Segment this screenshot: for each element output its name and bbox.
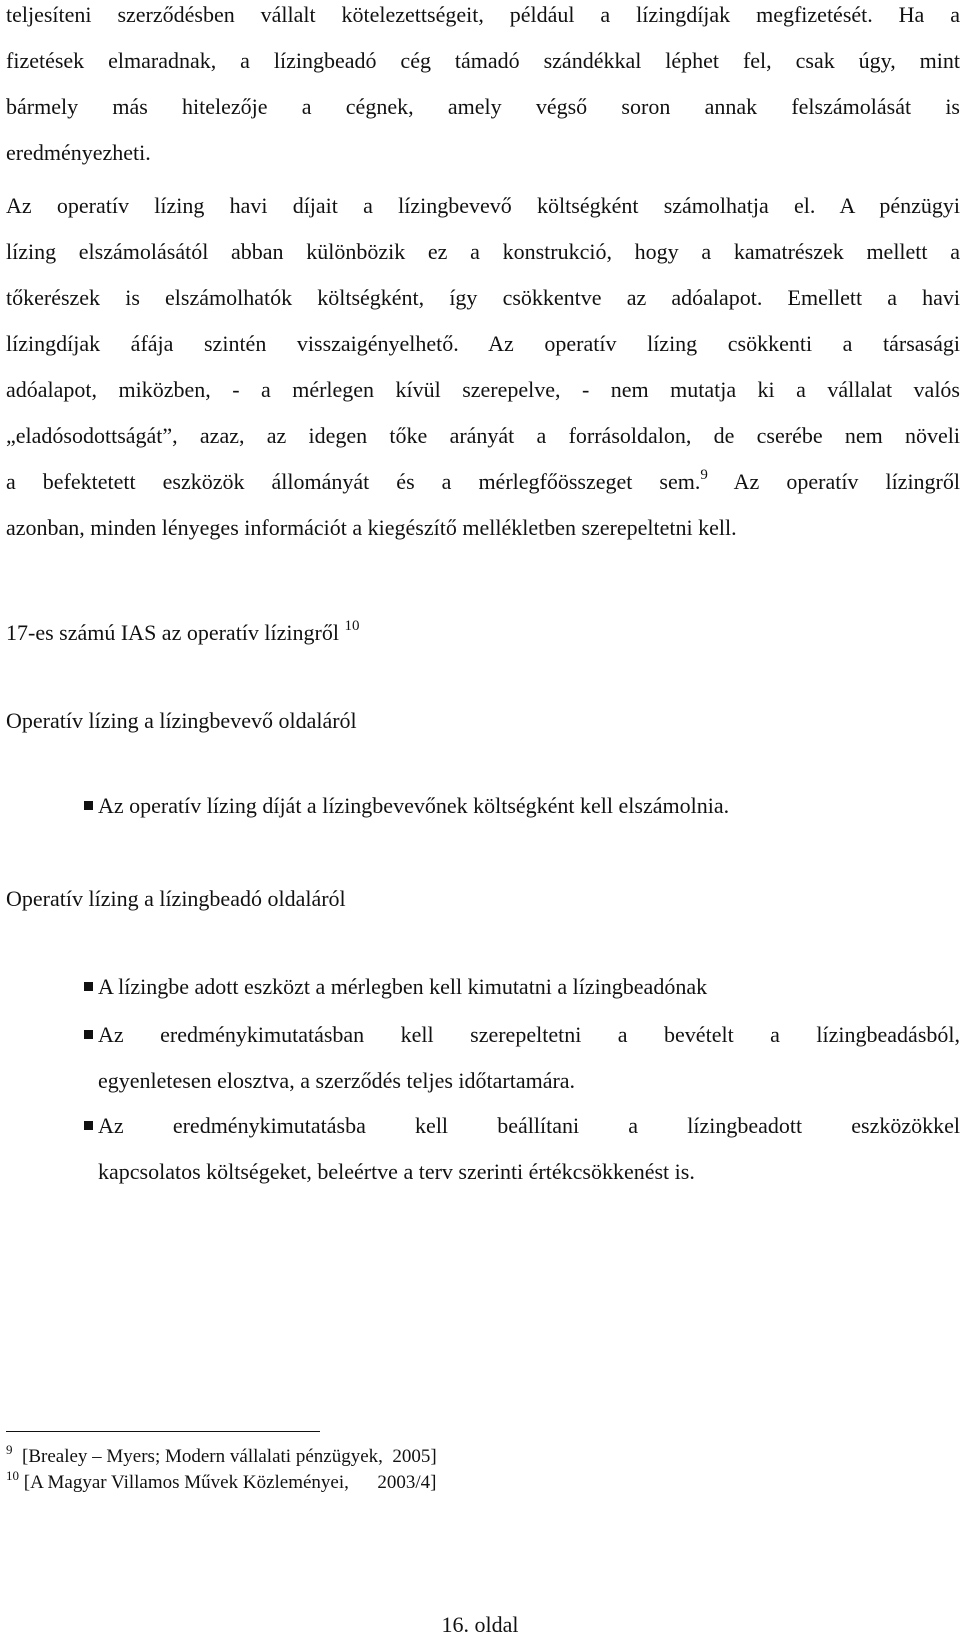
square-bullet-icon xyxy=(84,1121,93,1130)
square-bullet-icon xyxy=(84,1030,93,1039)
paragraph-operating-lease xyxy=(6,183,960,551)
footnote-divider xyxy=(6,1431,320,1432)
heading-text: 17-es számú IAS az operatív lízingről xyxy=(6,620,345,645)
text-line: eredményezheti. xyxy=(6,140,151,165)
text-segment: a befektetett eszközök állományát és a mérlegfőösszeget sem. xyxy=(6,469,701,494)
text-line: azonban, minden lényeges információt a kiegészítő mellékletben szerepeltetni kell. xyxy=(6,515,737,540)
footnote-9 xyxy=(6,1442,437,1468)
footnote-text: [A Magyar Villamos Művek Közleményei, 2003/4] xyxy=(19,1472,437,1493)
text-line-with-footnote xyxy=(6,459,960,505)
footnote-number: 9 xyxy=(6,1442,13,1457)
text-line: tőkerészek is elszámolhatók költségként, így csökkentve az adóalapot. Emellett a havi xyxy=(6,285,960,310)
footnote-10 xyxy=(6,1468,437,1494)
section-title-lessor: Operatív lízing a lízingbeadó oldaláról xyxy=(6,886,346,911)
heading-ias-17 xyxy=(6,618,960,648)
list-item-text: A lízingbe adott eszközt a mérlegben kell kimutatni a lízingbeadónak xyxy=(98,974,708,999)
text-line: adóalapot, miközben, - a mérlegen kívül szerepelve, - nem mutatja ki a vállalat valós xyxy=(6,377,960,402)
list-item-text: Az operatív lízing díját a lízingbevevőnek költségként kell elszámolnia. xyxy=(98,793,730,818)
page-number: 16. oldal xyxy=(441,1612,519,1637)
list-item-text: egyenletesen elosztva, a szerződés teljes időtartamára. xyxy=(98,1068,576,1093)
text-line: lízingdíjak áfája szintén visszaigényelhető. Az operatív lízing csökkenti a társasági xyxy=(6,331,960,356)
text-line: fizetések elmaradnak, a lízingbeadó cég támadó szándékkal léphet fel, csak úgy, mint xyxy=(6,48,960,73)
footnote-ref-9[interactable]: 9 xyxy=(700,467,708,483)
square-bullet-icon xyxy=(84,801,93,810)
paragraph-continuation xyxy=(6,0,960,176)
text-line: Az operatív lízing havi díjait a lízingbevevő költségként számolhatja el. A pénzügyi xyxy=(6,193,960,218)
footnote-ref-10[interactable]: 10 xyxy=(344,618,360,634)
text-segment: Az operatív lízingről xyxy=(707,469,960,494)
text-line: teljesíteni szerződésben vállalt kötelezettségeit, például a lízingdíjak megfizetését. Ha a xyxy=(6,2,960,27)
footnote-text: [Brealey – Myers; Modern vállalati pénzügyek, 2005] xyxy=(12,1446,437,1467)
text-line: „eladósodottságát”, azaz, az idegen tőke arányát a forrásoldalon, de cserébe nem növeli xyxy=(6,423,960,448)
text-line: lízing elszámolásától abban különbözik ez a konstrukció, hogy a kamatrészek mellett a xyxy=(6,239,960,264)
section-title-lessee: Operatív lízing a lízingbevevő oldaláról xyxy=(6,708,357,733)
square-bullet-icon xyxy=(84,982,93,991)
list-item-text: Az eredménykimutatásban kell szerepeltetni a bevételt a lízingbeadásból, xyxy=(98,1022,960,1047)
text-line: bármely más hitelezője a cégnek, amely végső soron annak felszámolását is xyxy=(6,94,960,119)
list-item-text: Az eredménykimutatásba kell beállítani a lízingbeadott eszközökkel xyxy=(98,1113,960,1138)
footnote-number: 10 xyxy=(6,1468,19,1483)
list-item-text: kapcsolatos költségeket, beleértve a terv szerinti értékcsökkenést is. xyxy=(98,1159,695,1184)
